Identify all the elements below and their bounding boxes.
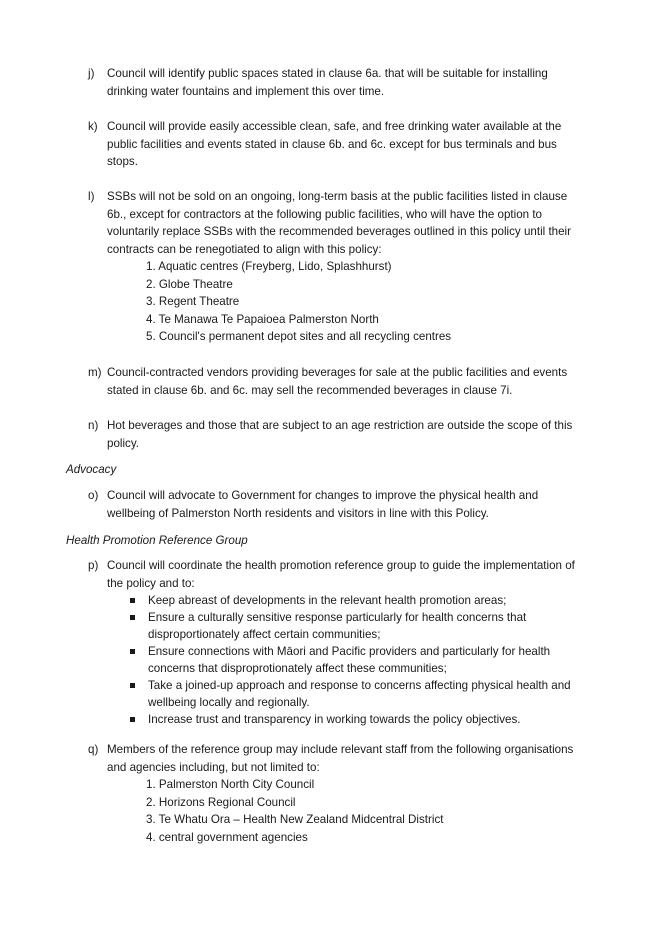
clause-j: [88, 65, 588, 100]
section-heading-reference-group: Health Promotion Reference Group: [66, 534, 248, 547]
clause-text: Members of the reference group may include relevant staff from the following organisations and agencies including, but not limited to:: [107, 743, 574, 774]
bullet-text: Increase trust and transparency in working towards the policy objectives.: [148, 713, 521, 726]
clause-label: j): [88, 67, 95, 80]
bullet-icon: [130, 598, 135, 603]
bullet-text: Take a joined-up approach and response to concerns affecting physical health and wellbeing locally and regionally.: [148, 679, 571, 709]
clause-l: [88, 188, 588, 346]
bullet-icon: [130, 615, 135, 620]
bullet-text: Keep abreast of developments in the relevant health promotion areas;: [148, 594, 507, 607]
list-item: 2. Globe Theatre: [146, 277, 233, 291]
clause-text: Council will coordinate the health promotion reference group to guide the implementation of the policy and to:: [107, 559, 575, 590]
list-item: [128, 677, 588, 711]
clause-label: p): [88, 559, 99, 572]
list-item: 1. Palmerston North City Council: [146, 778, 315, 791]
clause-label: o): [88, 489, 99, 502]
list-item: [128, 643, 588, 677]
list-item: [128, 711, 588, 728]
clause-k: [88, 118, 588, 171]
list-item: 4. central government agencies: [146, 830, 308, 844]
clause-n: [88, 417, 588, 452]
clause-text: Council will provide easily accessible clean, safe, and free drinking water available at the public facilities and events stated in clause 6b. and 6c. except for bus terminals and bus stops.: [107, 120, 562, 168]
clause-label: l): [88, 190, 95, 203]
list-item: 3. Regent Theatre: [146, 295, 240, 308]
list-item: 3. Te Whatu Ora – Health New Zealand Midcentral District: [146, 813, 444, 826]
clause-p: [88, 557, 588, 728]
clause-label: k): [88, 120, 98, 133]
clause-m: [88, 364, 588, 399]
list-item: 4. Te Manawa Te Papaioea Palmerston North: [146, 312, 379, 326]
clause-text: Council-contracted vendors providing beverages for sale at the public facilities and events stated in clause 6b. and 6c. may sell the recommended beverages in clause 7i.: [107, 366, 568, 397]
clause-text: Council will identify public spaces stated in clause 6a. that will be suitable for installing drinking water fountains and implement this over time.: [107, 67, 548, 98]
clause-label: m): [88, 366, 102, 379]
bullet-text: Ensure connections with Māori and Pacific providers and particularly for health concerns that disproprotionately affect these communities;: [148, 645, 551, 675]
bullet-icon: [130, 717, 135, 722]
numbered-list: [88, 258, 588, 346]
clause-label: n): [88, 419, 99, 432]
section-heading-advocacy: Advocacy: [66, 463, 117, 476]
clause-q: [88, 741, 588, 846]
list-item: [128, 609, 588, 643]
list-item: [128, 592, 588, 609]
bullet-text: Ensure a culturally sensitive response particularly for health concerns that disproportionately affect certain communities;: [148, 611, 527, 641]
bullet-icon: [130, 649, 135, 654]
bullet-icon: [130, 683, 135, 688]
clause-text: Council will advocate to Government for changes to improve the physical health and wellbeing of Palmerston North residents and visitors in line with this Policy.: [107, 489, 539, 520]
bullet-list: [88, 592, 588, 728]
list-item: 1. Aquatic centres (Freyberg, Lido, Splashhurst): [146, 260, 392, 273]
clause-text: Hot beverages and those that are subject to an age restriction are outside the scope of this policy.: [107, 419, 573, 450]
list-item: 2. Horizons Regional Council: [146, 795, 296, 809]
numbered-list: [88, 776, 588, 846]
list-item: 5. Council's permanent depot sites and all recycling centres: [146, 330, 452, 343]
clause-text: SSBs will not be sold on an ongoing, long-term basis at the public facilities listed in clause 6b., except for contractors at the following public facilities, who will have the option to voluntarily replace SSBs with the recommended beverages outlined in this policy until their contracts can be renegotiated to align with this policy:: [107, 190, 571, 256]
clause-o: [88, 487, 588, 522]
clause-label: q): [88, 743, 99, 756]
